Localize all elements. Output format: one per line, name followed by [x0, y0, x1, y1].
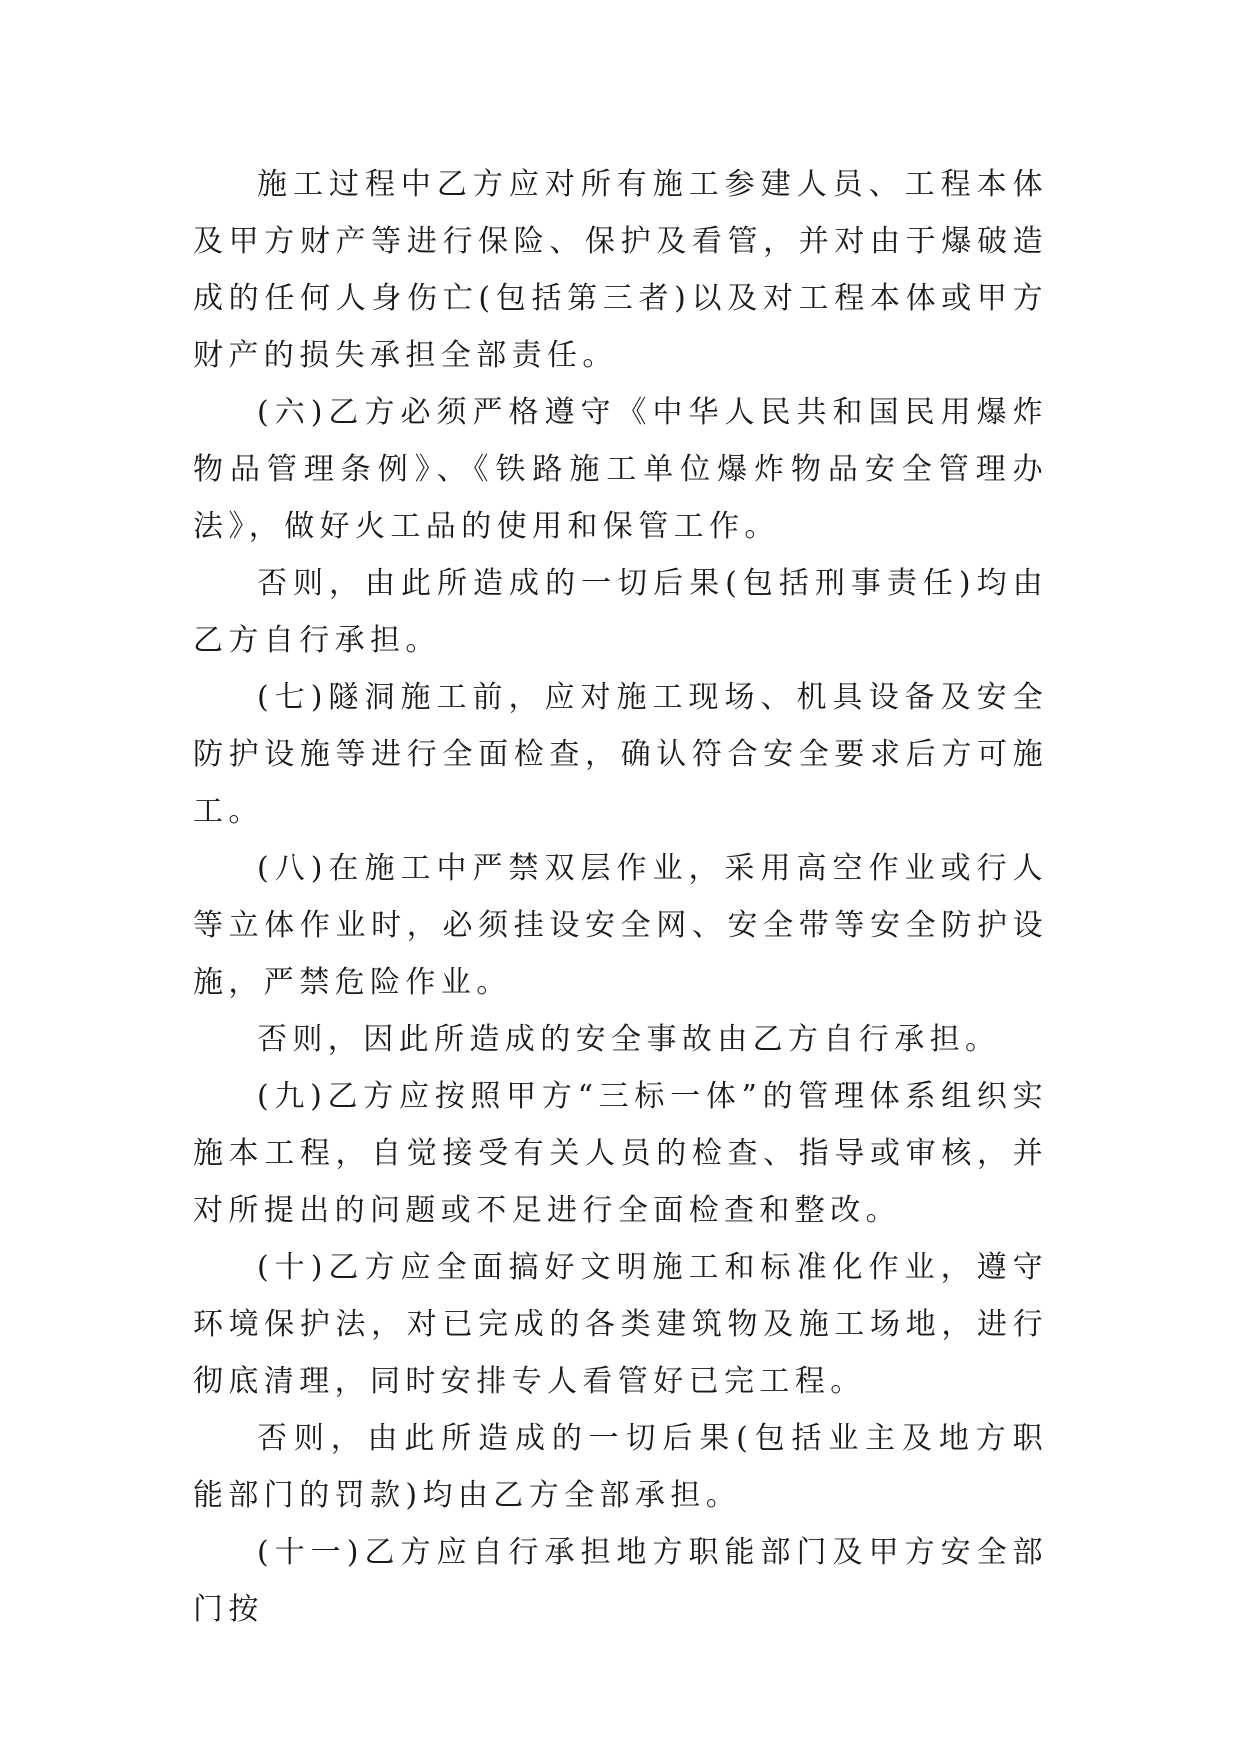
- paragraph-clause-7: (七)隧洞施工前，应对施工现场、机具设备及安全防护设施等进行全面检查，确认符合安全要求后方可施工。: [193, 680, 1048, 829]
- paragraph-clause-9: (九)乙方应按照甲方“三标一体”的管理体系组织实施本工程，自觉接受有关人员的检查、指导或审核，并对所提出的问题或不足进行全面检查和整改。: [193, 1079, 1048, 1228]
- paragraph-clause-10: (十)乙方应全面搞好文明施工和标准化作业，遵守环境保护法，对已完成的各类建筑物及施工场地，进行彻底清理，同时安排专人看管好已完工程。: [193, 1250, 1048, 1399]
- paragraph-clause-6: (六)乙方必须严格遵守《中华人民共和国民用爆炸物品管理条例》、《铁路施工单位爆炸物品安全管理办法》，做好火工品的使用和保管工作。: [193, 395, 1048, 544]
- paragraph-clause-10-consequence: 否则，由此所造成的一切后果(包括业主及地方职能部门的罚款)均由乙方全部承担。: [193, 1421, 1048, 1513]
- paragraph-clause-8: (八)在施工中严禁双层作业，采用高空作业或行人等立体作业时，必须挂设安全网、安全带等安全防护设施，严禁危险作业。: [193, 851, 1048, 1000]
- paragraph-clause-8-consequence: 否则，因此所造成的安全事故由乙方自行承担。: [257, 1022, 1001, 1057]
- paragraph-clause-11: (十一)乙方应自行承担地方职能部门及甲方安全部门按: [193, 1535, 1048, 1627]
- paragraph-clause-6-consequence: 否则，由此所造成的一切后果(包括刑事责任)均由乙方自行承担。: [193, 566, 1048, 658]
- paragraph-insurance-liability: 施工过程中乙方应对所有施工参建人员、工程本体及甲方财产等进行保险、保护及看管，并对由于爆破造成的任何人身伤亡(包括第三者)以及对工程本体或甲方财产的损失承担全部责任。: [193, 167, 1048, 373]
- document-body: [193, 156, 1048, 1638]
